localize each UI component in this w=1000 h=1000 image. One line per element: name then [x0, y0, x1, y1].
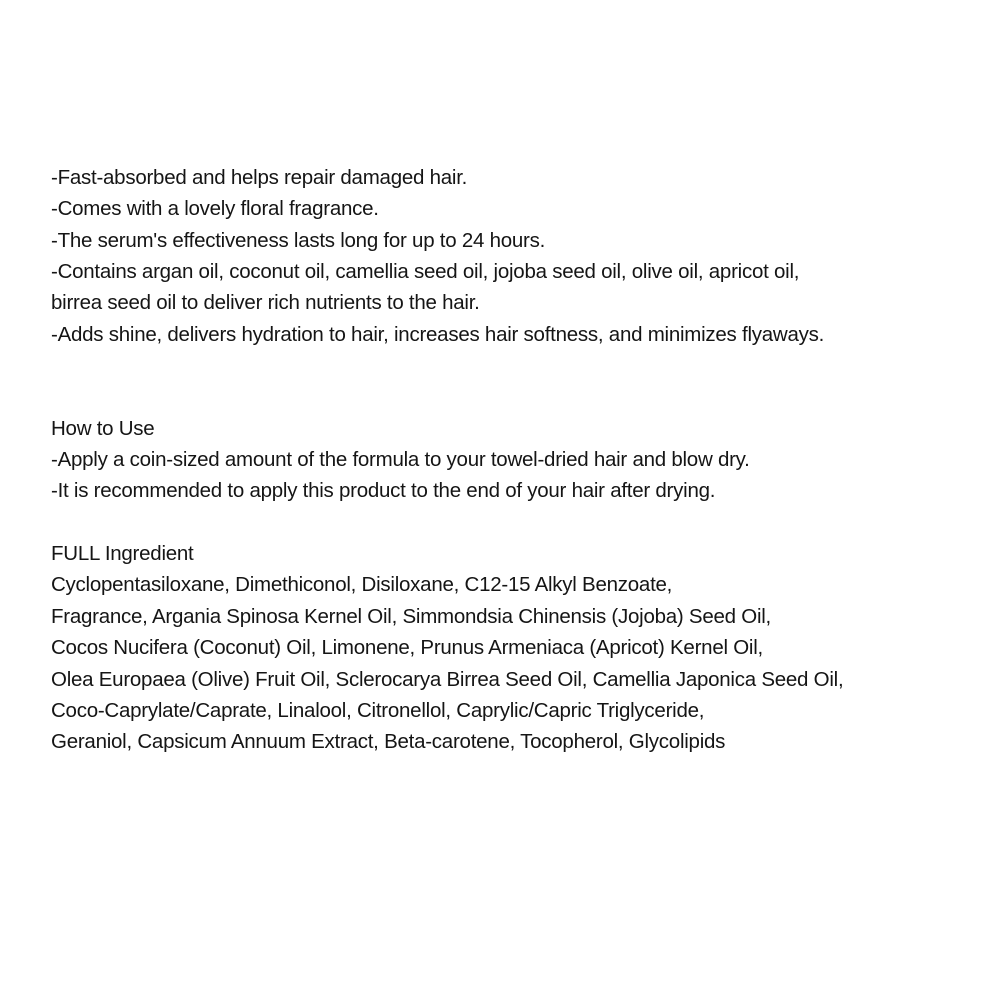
feature-line: -Comes with a lovely floral fragrance.	[51, 197, 379, 221]
how-to-use-heading: How to Use	[51, 416, 155, 440]
how-to-use-section	[51, 413, 970, 507]
feature-line: -The serum's effectiveness lasts long for up to 24 hours.	[51, 228, 546, 252]
ingredient-line: Cocos Nucifera (Coconut) Oil, Limonene, Prunus Armeniaca (Apricot) Kernel Oil,	[51, 636, 763, 660]
feature-line: -Adds shine, delivers hydration to hair, increases hair softness, and minimizes flyaways.	[51, 322, 825, 346]
ingredient-line: Fragrance, Argania Spinosa Kernel Oil, Simmondsia Chinensis (Jojoba) Seed Oil,	[51, 604, 772, 628]
product-description-text	[51, 162, 970, 758]
ingredient-line: Geraniol, Capsicum Annuum Extract, Beta-carotene, Tocopherol, Glycolipids	[51, 730, 726, 754]
how-to-use-line: -Apply a coin-sized amount of the formula to your towel-dried hair and blow dry.	[51, 448, 750, 472]
feature-line: -Contains argan oil, coconut oil, camellia seed oil, jojoba seed oil, olive oil, apricot oil,	[51, 260, 800, 284]
feature-line: -Fast-absorbed and helps repair damaged hair.	[51, 166, 468, 189]
ingredients-heading: FULL Ingredient	[51, 542, 194, 566]
how-to-use-line: -It is recommended to apply this product to the end of your hair after drying.	[51, 479, 716, 503]
ingredient-line: Coco-Caprylate/Caprate, Linalool, Citronellol, Caprylic/Capric Triglyceride,	[51, 698, 705, 722]
ingredients-section	[51, 538, 970, 757]
ingredient-line: Cyclopentasiloxane, Dimethiconol, Disiloxane, C12-15 Alkyl Benzoate,	[51, 573, 673, 597]
ingredient-line: Olea Europaea (Olive) Fruit Oil, Sclerocarya Birrea Seed Oil, Camellia Japonica Seed Oil,	[51, 667, 844, 691]
feature-list-section	[51, 162, 970, 350]
feature-line: birrea seed oil to deliver rich nutrients to the hair.	[51, 291, 480, 315]
